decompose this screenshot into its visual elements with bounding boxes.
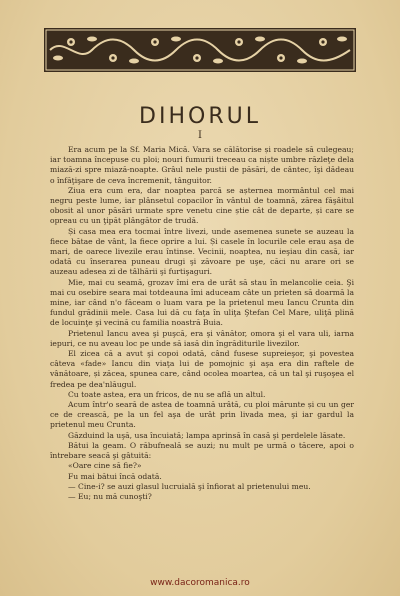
paragraph: Era acum pe la Sf. Maria Mică. Vara se călătorise și roadele să culegeau; iar toamna începuse cu ploi; nouri fumurii treceau ca niște umbre răzleţe dela miază-zi spre miază-noapte. Grâul nele pustii de păsări, de cântec, îşi dădeau o înfăţişare de ceva încremenit, tânguitor. — [50, 145, 354, 185]
dialogue-line: «Oare cine să fie?» — [68, 461, 142, 471]
story-text — [50, 145, 354, 565]
paragraph: Ziua era cum era, dar noaptea parcă se așternea mormântul cel mai negru peste lume, iar plânsetul copacilor în vântul de toamnă, zărea făşâitul obosit al unor păsări urmate spre venetu cine știe cât de departe, și care se opreau cu un ţipăt plângător de trudă. — [50, 185, 354, 226]
paragraph: Acum într'o seară de astea de toamnă urâtă, cu ploi mărunte și cu un ger ce de crească, pe la un fel aşa de urât prin livada mea, şi iar gardul la prietenul meu Crunta. — [50, 400, 354, 430]
paragraph: Fu mai bătui încă odată. — [68, 471, 162, 481]
dialogue-line: — Cine-i? se auzi glasul lucruială şi înfiorat al prietenului meu. — [68, 481, 311, 491]
watermark-link[interactable]: www.dacoromanica.ro — [150, 578, 250, 588]
paragraph: Mie, mai cu seamă, grozav îmi era de urât să stau în melancolie ceia. Şi mai cu osebire seara mai totdeauna îmi aduceam câte un prieten să doarmă la mine, iar când n'o făceam o luam vara pe la prietenul meu Iancu Crunta din fundul grădinii mele. Casa lui dă cu faţa în uliţa Ştefan Cel Mare, uliţă plină de locuinţe şi vecină cu familia noastră Buia. — [50, 277, 354, 328]
paragraph: Prietenul Iancu avea şi puşcă, era şi vânător, omora şi el vara uli, iarna iepuri, ce nu aveau loc pe unde să iasă din îngrăditurile livezilor. — [50, 328, 354, 348]
paragraph: Și casa mea era tocmai între livezi, unde asemenea sunete se auzeau la fiece bătae de vânt, la fiece oprire a lui. Și casele în locurile cele erau așa de mari, de oarece livezile erau întinse. Vecinii, noaptea, nu ieşiau din casă, iar odată cu înserarea puneau drugi şi zăvoare pe uşe, căci nu arare ori se auzeau adesea zi de tâlhării şi furtişaguri. — [50, 226, 354, 277]
paragraph: Găzduind la uşă, usa încuiată; lampa aprinsă în casă şi perdelele lăsate. — [68, 430, 346, 440]
page-title: DIHORUL — [139, 104, 261, 129]
paragraph: El zicea că a avut şi copoi odată, când fusese supreieşor, şi povestea câteva «fade» Iancu din viaţa lui de pomojnic şi aşa era din raftele de vânătoare, și zăcea, spunea care, când ocolea moartea, că un tal şi ruşoşea el fredea pe dea'nlăugul. — [50, 349, 354, 389]
chapter-number: I — [198, 130, 202, 141]
paragraph: Cu toate astea, era un fricos, de nu se află un altul. — [68, 389, 266, 399]
dialogue-line: — Eu; nu mă cunoşti? — [68, 491, 152, 501]
paragraph: Bătui la geam. O răbufneală se auzi; nu mult pe urmă o tăcere, apoi o întrebare seacă şi gâtuită: — [50, 440, 354, 461]
floral-ornament-header — [44, 28, 356, 72]
